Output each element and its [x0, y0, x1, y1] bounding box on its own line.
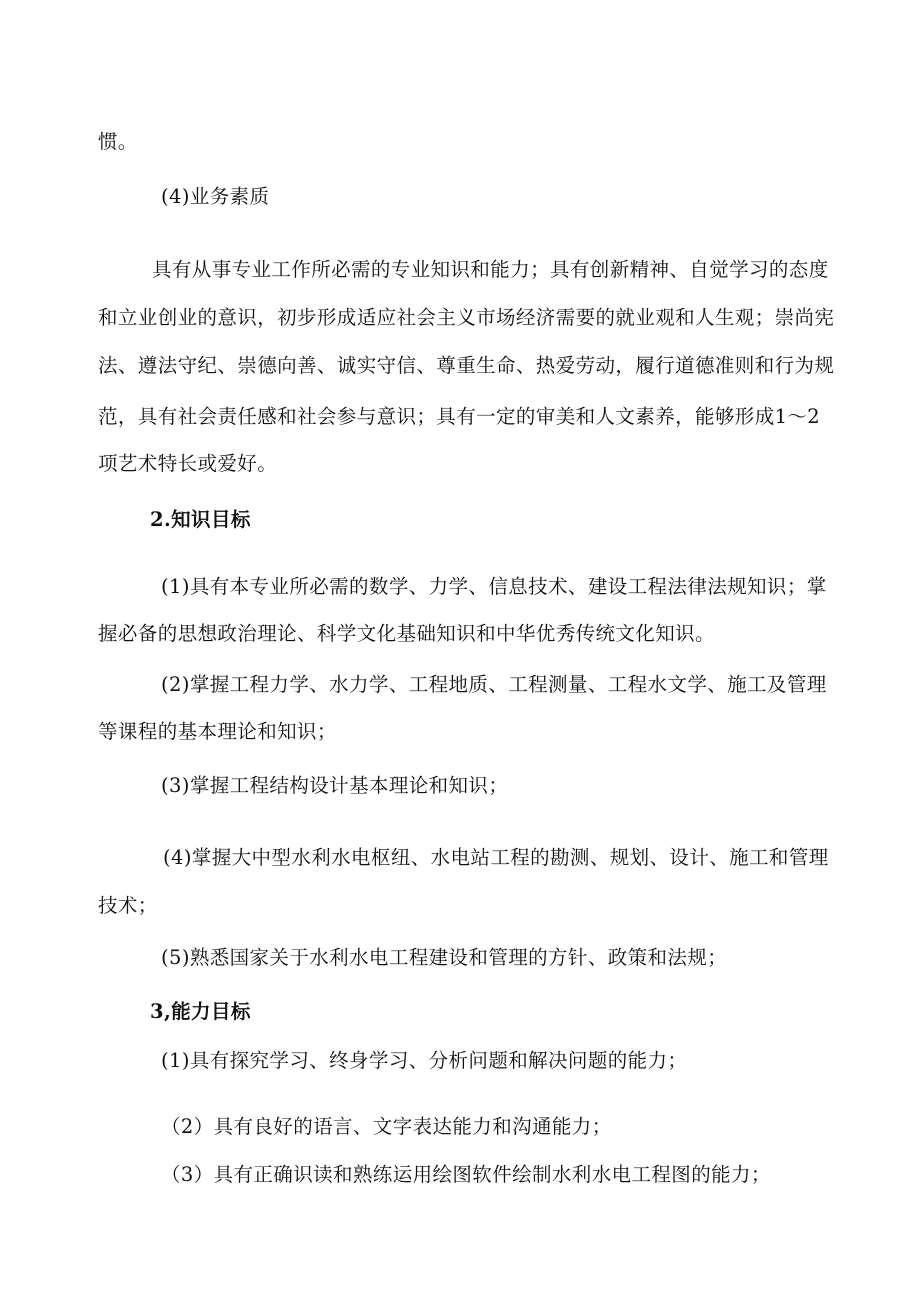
text-line-6: 范，具有社会责任感和社会参与意识；具有一定的审美和人文素养，能够形成1～2: [98, 405, 821, 428]
text-line-20: （3）具有正确识读和熟练运用绘图软件绘制水利水电工程图的能力；: [161, 1163, 771, 1186]
heading-knowledge-goals: 2.知识目标: [150, 508, 251, 531]
text-line-5: 法、遵法守纪、崇德向善、诚实守信、尊重生命、热爱劳动，履行道德准则和行为规: [98, 354, 835, 377]
heading-ability-goals: 3,能力目标: [150, 1000, 251, 1023]
subheading-business-quality: (4)业务素质: [161, 185, 270, 208]
text-line-3: 具有从事专业工作所必需的专业知识和能力；具有创新精神、自觉学习的态度: [152, 258, 829, 281]
text-line-12: 等课程的基本理论和知识；: [98, 720, 337, 743]
text-line-11: (2)掌握工程力学、水力学、工程地质、工程测量、工程水文学、施工及管理: [161, 673, 827, 696]
text-line-15: 技术；: [98, 894, 158, 917]
text-line-18: (1)具有探究学习、终身学习、分析问题和解决问题的能力；: [161, 1049, 688, 1072]
text-line-19: （2）具有良好的语言、文字表达能力和沟通能力；: [161, 1115, 612, 1138]
text-line-4: 和立业创业的意识，初步形成适应社会主义市场经济需要的就业观和人生观；崇尚宪: [98, 306, 835, 329]
text-line-10: 握必备的思想政治理论、科学文化基础知识和中华优秀传统文化知识。: [98, 622, 715, 645]
text-line-14: (4)掌握大中型水利水电枢纽、水电站工程的勘测、规划、设计、施工和管理: [163, 846, 829, 869]
text-line-13: (3)掌握工程结构设计基本理论和知识；: [161, 774, 509, 797]
text-line-7: 项艺术特长或爱好。: [98, 452, 278, 475]
text-line-16: (5)熟悉国家关于水利水电工程建设和管理的方针、政策和法规；: [161, 946, 728, 969]
text-line-9: (1)具有本专业所必需的数学、力学、信息技术、建设工程法律法规知识；掌: [161, 575, 827, 598]
text-line-1: 惯。: [98, 130, 138, 153]
